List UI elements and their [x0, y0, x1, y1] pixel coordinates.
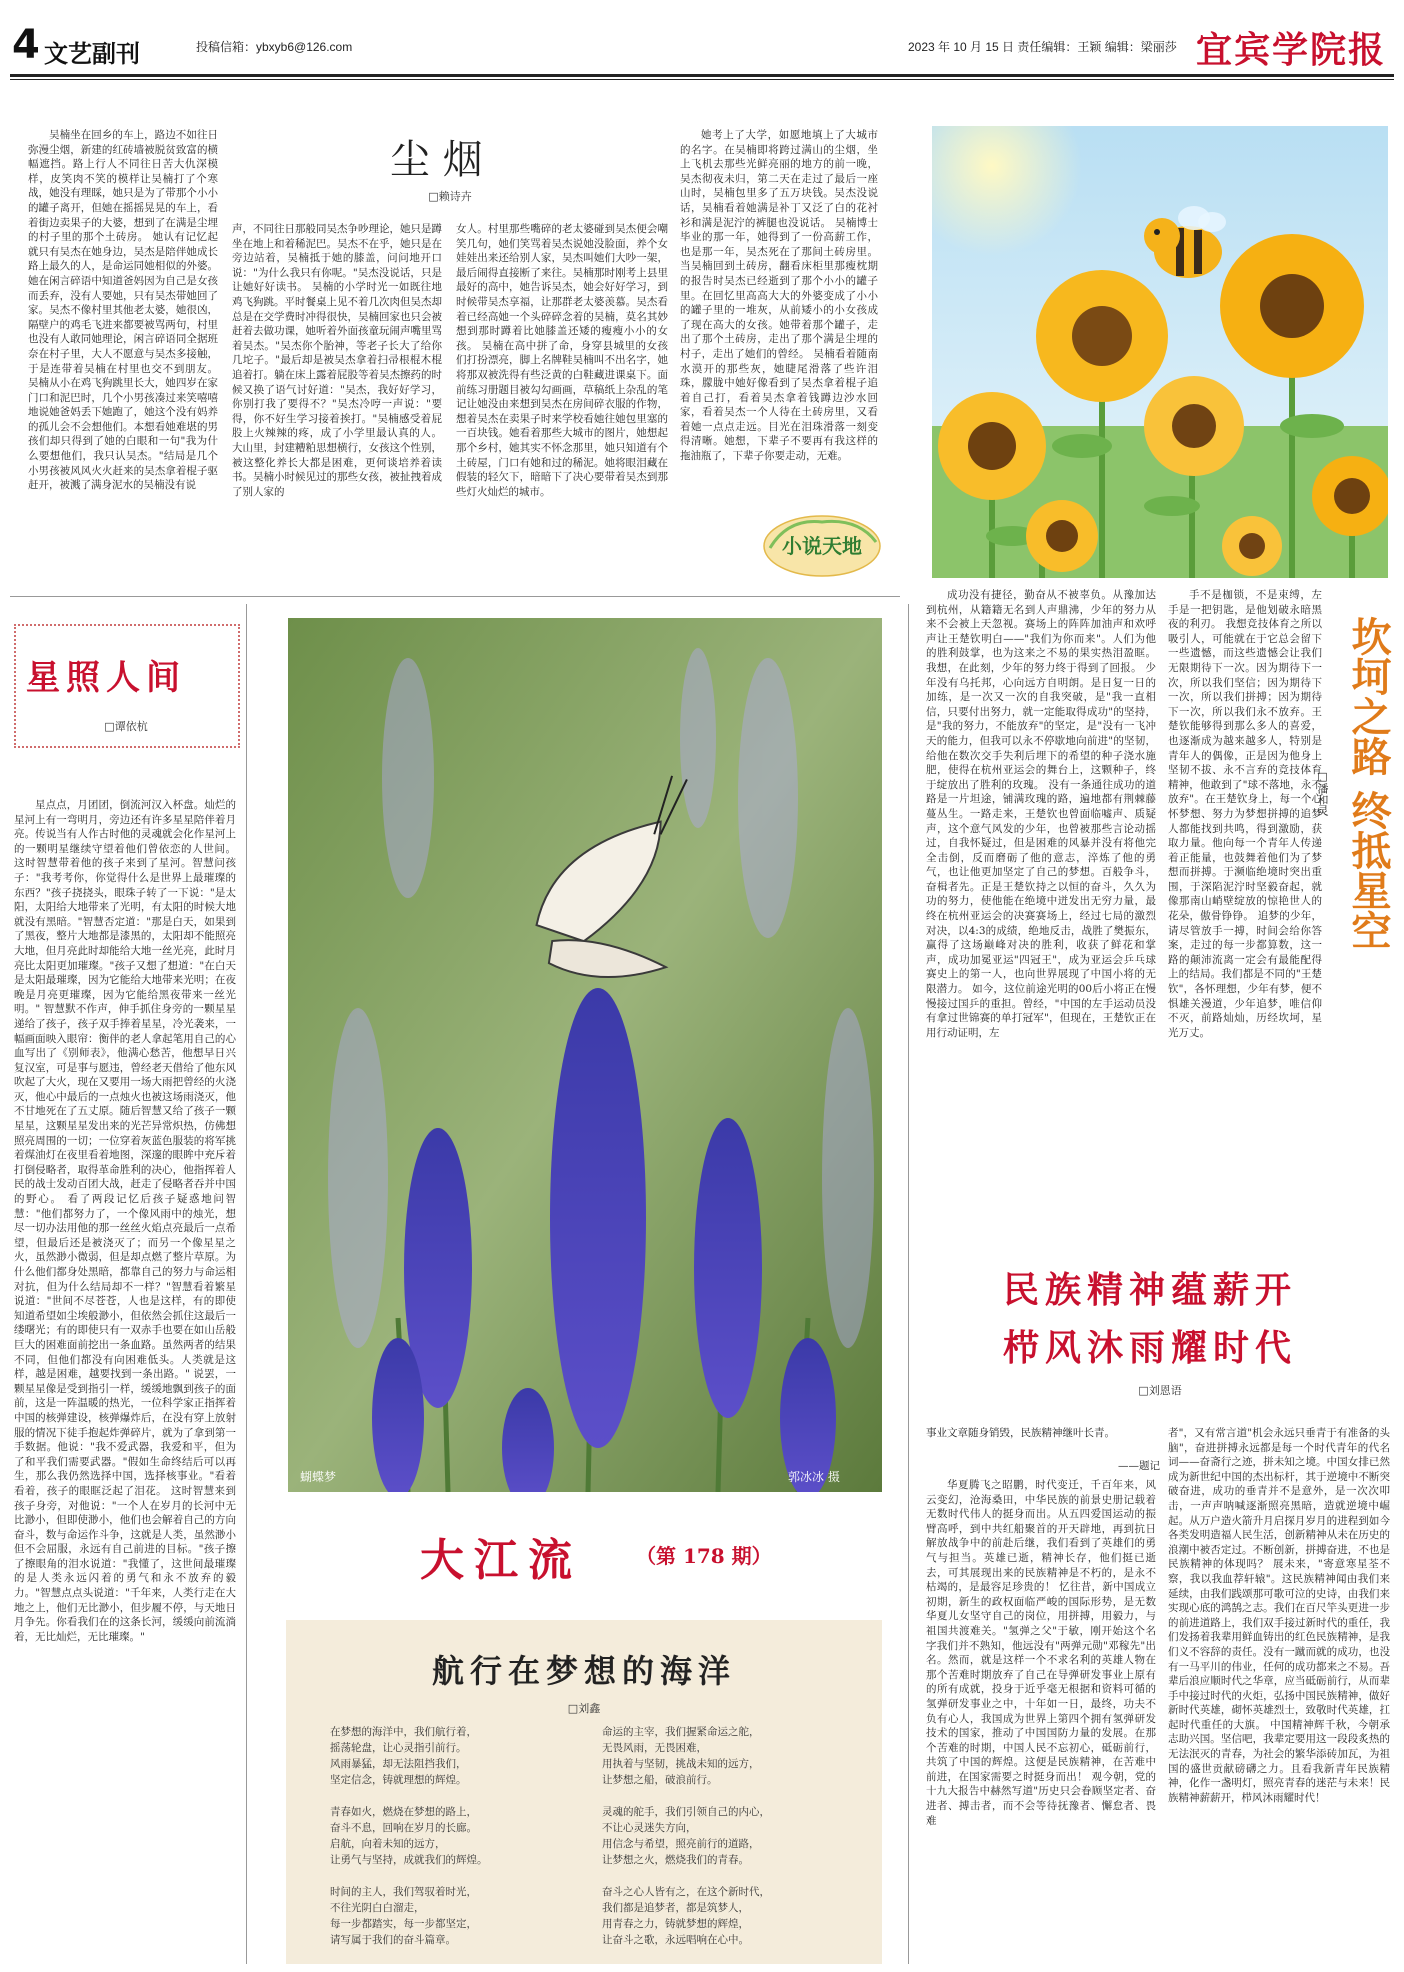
article-title: 尘 烟: [390, 137, 483, 183]
poem-line: 每一步都踏实，每一步都坚定，: [330, 1918, 477, 1930]
poem-line: 让奋斗之歌，永远唱响在心中。: [602, 1934, 749, 1946]
poem-line: 用信念与希望，照亮前行的道路，: [602, 1838, 760, 1850]
article-byline: □潘和灵: [1316, 770, 1329, 816]
article-title-line2: 栉风沐雨耀时代: [1002, 1327, 1297, 1369]
article-column: [680, 128, 878, 536]
poem-stanza: [330, 1804, 580, 1868]
page-number: 4: [12, 22, 40, 68]
badge-label: 小说天地: [782, 534, 862, 558]
poem-title: 航行在梦想的海洋: [431, 1652, 736, 1690]
butterfly-flower-photo-icon: [288, 618, 882, 1492]
poem-column-right: [602, 1724, 862, 1948]
poem-line: 命运的主宰，我们握紧命运之舵，: [602, 1726, 760, 1738]
poem-line: 我们都是追梦者，都是筑梦人，: [602, 1902, 749, 1914]
article-column: [926, 1478, 1156, 1962]
article-epigraph: 事业文章随身销毁，民族精神继叶长青。: [926, 1427, 1115, 1439]
poem-stanza: [602, 1724, 862, 1788]
article-title: 星照人间: [26, 658, 186, 698]
poem-line: 不往光阴白白溜走，: [330, 1902, 425, 1914]
epigraph-source: ——题记: [1118, 1460, 1160, 1472]
header-rule: [10, 74, 1394, 77]
submission-email: 投稿信箱：ybxyb6@126.com: [196, 40, 353, 54]
article-column: [232, 222, 442, 588]
article-text: 者"，又有常言道"机会永远只垂青于有准备的头脑"，奋进拼搏永远都是每一个时代青年的代名词——奋斋行之迹，拼未知之境。中国女排已然成为新世纪中国的杰出标杆，其于逆境中不断突破奋进，成功的垂青并不是意外，是一次次叩击，一声声呐喊逐渐照亮黑暗，造就逆境中崛起。从万户造火箭升月启探月岁月的进程到如今各类发明造福人民生活，创新精神从未在历史的浪潮中被否定过。不断创新，拼搏奋进，不也是民族精神的体现吗？ 展未来，"寄意寒星荃不察，我以我血荐轩辕"。这民族精神闻由我们来延续，由我们践颂那可歌可泣的史诗，由我们来实现心底的鸿鹄之志。我们在百尺竿头更进一步的前进道路上，我们双手接过新时代的重任，我们发扬着我辈用鲜血铸出的红色民族精神，是我们义不容辞的责任。没有一蹴而就的成功，也没有一马平川的伟业，任何的成功都来之不易。吾辈后浪应顺时代之华章，应当砥砺前行，从而辈手中接过时代的火炬，弘扬中国民族精神，做好新时代英雄，砌怀英雄烈士，致敬时代英雄，扛起时代重任的大旗。 中国精神辉千秋，今朝承志助兴国。坚信吧，我辈定要用这一段段炙热的无法泯灭的青春，为社会的繁华添砖加瓦，为祖国的盛世贡献磅礴之力。且看我新青年民族精神，化作一盏明灯，照亮青春的迷茫与未来！民族精神薪薪开，栉风沐雨耀时代！: [1168, 1427, 1390, 1804]
article-text: 星点点，月团团，倒流河汉入杯盘。灿烂的星河上有一弯明月，旁边还有许多星星陪伴着月亮。传说当有人作古时他的灵魂就会化作星河上的一颗明星继续守望着他们曾依恋的人世间。 这时智慧带着他的孩子来到了星河。智慧问孩子："我考考你，你觉得什么是世界上最璀璨的东西？"孩子挠挠头，眼珠子转了一下说："是太阳，太阳给大地带来了光明，有太阳的时候大地就没有黑暗。"智慧否定道："那是白天，如果到了黑夜，整片大地都是漆黑的，太阳却不能照亮大地，但月亮此时却能给大地一丝光亮，此时月亮比太阳更加璀璨。"孩子又想了想道："在白天是太阳最璀璨，因为它能给大地带来光明；在夜晚是月亮更璀璨，因为它能给黑夜带来一丝光明。" 智慧默不作声，伸手抓住身旁的一颗星星递给了孩子，孩子双手捧着星星，冷光袭来，一幅画面映入眼帘：衡伴的老人拿起笔用自己的心血写出了《别师表》，他满心愁苦，他想早日兴复汉室，可是事与愿违，曾经老天借给了他东风吹起了大火，现在又要用一场大雨把曾经的火浇灭，他心中最后的一点烛火也被这场雨浇灭，他不甘地死在了五丈原。随后智慧又给了孩子一颗星星，这颗星星发出来的光芒异常炽热，仿佛想照亮周围的一切；一位穿着灰蓝色服装的将军挑着煤油灯在夜里看着地图，深邃的眼眸中充斥着打倒侵略者，取得革命胜利的决心，他指挥着人民的战士发动百团大战，赶走了侵略者吞并中国的野心。 看了两段记忆后孩子疑惑地问智慧："他们都努力了，一个像风雨中的烛光，想尽一切办法用他的那一丝丝火焰点亮最后一点希望，但最后还是被浇灭了；而另一个像星星之火，虽然渺小微弱，但是却点燃了整片草原。为什么他们都身处黑暗，都靠自己的努力与命运相对抗，但为什么结局却不一样？"智慧看着繁星说道："世间不尽苍苍，人也是这样，有的即使知道希望如尘埃般渺小，但依然会抓住这最后一缕曙光；有的即使只有一双赤手也要在如山岳般巨大的困难面前挖出一条血路。虽然两者的结果不同，但他们都没有向困难低头。人类就是这样，越是困难，越要找到一条出路。" 说罢，一颗星星像是受到指引一样，缓缓地飘到孩子的面前，这是一阵温暖的热光，一位科学家正指挥着中国的核弹建设，核弹爆炸后，在没有穿上放射服的情况下徒手抱起炸弹碎片，就为了拿到第一手数据。他说："我不爱武器，我爱和平，但为了和平我们需要武器。"假如生命终结后可以再生，那么我仍然选择中国，选择核事业。"看着看着，孩子的眼眶泛起了泪花。 这时智慧来到孩子身旁，对他说："一个人在岁月的长河中无比渺小，但即使渺小，他们也会解着自己的方向奋斗，数与命运作斗争，这就是人类，虽然渺小但不会屈服，永远有自己前进的目标。"孩子擦了擦眼角的泪水说道："我懂了，这世间最璀璨的是人类永远闪着的勇气和永不放弃的毅力。"智慧点点头说道："千年来，人类行走在大地之上，他们无比渺小，但步履不停，与天地日月争先。你看我们在的这条长河，缓缓向前流淌着，无比灿烂，无比璀璨。": [14, 799, 236, 1643]
photo-credit: 郭冰冰 摄: [788, 1470, 840, 1484]
poem-line: 在梦想的海洋中，我们航行着，: [330, 1726, 477, 1738]
article-title-vertical: 坎坷之路 终抵星空: [1345, 616, 1392, 950]
poem-stanza: [330, 1884, 580, 1948]
issue-meta: 2023 年 10 月 15 日 责任编辑：王颖 编辑：梁丽莎: [908, 40, 1177, 54]
column-divider: [908, 604, 909, 1964]
article-text: 声，不同往日那般同吴杰争吵理论，她只是蹲坐在地上和着稀泥巴。吴杰不在乎，她只是在旁边站着，吴楠抵于她的膝盖，问问地开口说："为什么我只有你呢。"吴杰没说话，只是让她好好读书。 吴楠的小学时光一如既往地鸡飞狗跳。平时餐桌上见不着几次肉但吴杰却总是在交学费时冲得很快，吴楠回家也只会被赶着去做功课，她听着外面孩童玩闹声嘴里骂着吴杰。"吴杰你个胎神，等老子长大了给你几坨子。"最后却是被吴杰拿着扫帚根棍木棍追着打。躺在床上露着屁股等着吴杰擦药的时候又换了语气讨好道："吴杰，我好好学习，你别打我了要得不？"吴杰冷哼一声说："要得，你不好生学习接着挨打。"吴楠感受着屁股上火辣辣的疼，成了小学里最认真的人。 大山里，封建糟粕思想横行，女孩这个性别，被这整化养长大都是困难，更何谈培养着读书。吴楠小时候见过的那些女孩，被扯拽着成了别人家的: [232, 223, 442, 498]
article-byline: □赖诗卉: [428, 190, 472, 203]
page-section-name: 文艺副刊: [44, 39, 140, 68]
sunflower-bee-icon: [932, 126, 1388, 578]
poem-panel: [286, 1620, 882, 1964]
poem-stanza: [602, 1804, 862, 1868]
poem-line: 用青春之力，铸就梦想的辉煌，: [602, 1918, 749, 1930]
section-divider: [10, 596, 900, 597]
poem-line: 青春如火，燃烧在梦想的路上，: [330, 1806, 477, 1818]
section-badge: [758, 508, 886, 584]
poem-byline: □刘鑫: [567, 1702, 601, 1715]
article-title-box: [14, 624, 240, 748]
poem-stanza: [330, 1724, 580, 1788]
article-title-line1: 民族精神蕴薪开: [1002, 1269, 1297, 1311]
article-text: 女人。村里那些嘴碎的老太婆碰到吴杰便会嘲笑几句，她们笑骂着吴杰说她没脸面，养个女娃娃出来还给别人家，吴杰叫她们大吵一架，最后闹得直接断了来往。吴楠那时刚考上县里最好的高中，她告诉吴杰，她会好好学习，到时候带吴杰享福，让那群老太婆羡慕。吴杰看着已经高她一个头碎碎念着的吴楠，莫名其妙想到那时蹲着比她膝盖还矮的瘦瘦小小的女孩。 吴楠在高中拼了命，身穿县城里的女孩们打扮漂亮，脚上名牌鞋吴楠叫不出名字，她将那双被洗得有些泛黄的白鞋藏进课桌下。面前练习册题目被勾勾画画，草稿纸上杂乱的笔记让她没由来想到吴杰在房间碎衣服的作物，想着吴杰在卖果子时来学校看她往她包里塞的一百块钱。她看着那些大城市的图片，她想起那个乡村，她其实不怀念那里，她只知道有个土砖屋，门口有她和过的稀泥。她将眼泪藏在假装的轻欠下，暗暗下了决心要带着吴杰到那些灯火灿烂的城市。: [456, 223, 668, 498]
article-text: 成功没有捷径，勤奋从不被辜负。从豫加达到杭州，从籍籍无名到人声鼎沸，少年的努力从来不会被上天忽视。赛场上的阵阵加油声和欢呼声让王楚钦明白——"我们为你而来"。人们为他的胜利鼓掌，也为这来之不易的果实热泪盈眶。我想，在此刻，少年的努力终于得到了回报。 少年没有乌托邦，心向远方自明朗。是日复一日的加练，是一次又一次的自我突破，是"我一直相信，只要付出努力，就一定能取得成功"的坚持，是"我的努力，不能放弃"的坚定，是"没有一飞冲天的能力，但我可以永不停歇地向前进"的坚韧，给他在数次交手失利后埋下的希望的种子浇水施肥，使得在杭州亚运会的舞台上，这颗种子，终于绽放出了胜利的玫瑰。 没有一条通往成功的道路是一片坦途，铺满玫瑰的路，遍地都有荆棘藤蔓丛生。一路走来，王楚钦也曾面临嘘声、质疑声，这个意气风发的少年，也曾被那些言论动摇过，自我怀疑过，但是困难的风暴并没有将他完全击倒，反而磨砺了他的意志，淬炼了他的勇气，也让他更加坚定了自己的梦想。百般争斗，奋楫者先。正是王楚钦持之以恒的奋斗，久久为功的努力，使他能在绝境中迸发出无穷力量，最终在杭州亚运会的决赛赛场上，经过七局的激烈对决，以4:3的成绩，绝地反击，战胜了樊振东，赢得了这场巅峰对决的胜利，收获了鲜花和掌声，成功加冕亚运"四冠王"，成为亚运会乒乓球赛史上的第一人，也向世界展现了中国小将的无限潜力。 如今，这位前途光明的00后小将正在慢慢接过国乒的重担。曾经，"中国的左手运动员没有拿过世锦赛的单打冠军"，但现在，王楚钦正在用行动证明，左: [926, 589, 1156, 1039]
poem-line: 让勇气与坚持，成就我们的辉煌。: [330, 1854, 488, 1866]
poem-line: 灵魂的舵手，我们引领自己的内心，: [602, 1806, 770, 1818]
masthead-logo: 宜宾学院报: [1196, 29, 1387, 71]
article-column: [1168, 588, 1322, 1096]
photo-butterfly: [288, 618, 882, 1492]
header-rule-thin: [10, 79, 1394, 80]
poem-line: 坚定信念，铸就理想的辉煌。: [330, 1774, 467, 1786]
photo-caption: 蝴蝶梦: [300, 1470, 337, 1484]
article-column: [926, 588, 1156, 1096]
poem-line: 启航，向着未知的远方，: [330, 1838, 446, 1850]
poem-line: 请写属于我们的奋斗篇章。: [330, 1934, 456, 1946]
article-text: 华夏腾飞之昭鹏，时代变迁，千百年来，风云变幻，沧海桑田，中华民族的前景史册记载着无数时代伟人的挺身而出。从五四爱国运动的振臂高呼，到中共红船聚首的开天辟地，再到抗日解放战争中的前赴后继，我们看到了英雄们的勇气与担当。英雄已逝，精神长存，他们挺已逝去，可其展现出来的民族精神是不朽的，是永不枯竭的，是最容足珍贵的！ 忆往昔，新中国成立初期，新生的政权面临严峻的国际形势，是无数华夏儿女坚守自己的岗位，用拼搏，用毅力，与祖国共渡难关。"氢弹之父"于敏，刚开始这个名字我们并不熟知，他远没有"两弹元勋"邓稼先"出名。然而，就是这样一个不求名利的英雄人物在那个苦难时期放弃了自己在导弹研发事业上原有的所有成就，投身于近乎毫无根据和资料可循的氢弹研发事业之中，十年如一日，最终，功夫不负有心人，我国成为世界上第四个拥有氢弹研发技术的国家，推动了中国国防力量的发展。在那个苦难的时期，中国人民不忘初心，砥砺前行，共筑了中国的辉煌。这便是民族精神，在苦难中前进，在国家需要之时挺身而出！ 观今朝，党的十九大报告中赫然写道"历史只会眷顾坚定者、奋进者、搏击者，而不会等待抚豫者、懈怠者、畏难: [926, 1479, 1156, 1827]
poem-line: 摇荡轮盘，让心灵指引前行。: [330, 1742, 467, 1754]
column-divider: [246, 604, 247, 1964]
poem-line: 风雨暴猛，却无法阻挡我们，: [330, 1758, 467, 1770]
poem-column-left: [330, 1724, 580, 1948]
page-header: [0, 0, 1404, 78]
article-byline: □刘恩语: [1138, 1384, 1182, 1397]
article-text: 她考上了大学，如愿地填上了大城市的名字。在吴楠即将跨过满山的尘烟，坐上飞机去那些光鲜亮丽的地方的前一晚，吴杰彻夜未归，第二天在走过了最后一座山时，吴楠包里多了五万块钱。吴杰没说话，吴楠看着她满是补丁又泛了白的花衬衫和满是泥泞的裤腿也没说话。 吴楠博士毕业的那一年，她得到了一份高薪工作，也是那一年，吴杰死在了那间土砖房里。当吴楠回到土砖房，翻看床柜里那瘦枕期的报告时吴杰已经逝到了那个小小的罐子里。在回忆里高高大大的外婆变成了小小的罐子里的一堆灰，从前矮小的小女孩成了现在高大的女孩。她带着那个罐子，走出了那个土砖房，走出了那个满是尘埋的村子，走出了她们的曾经。 吴楠看着随南水漠开的那些灰，她睫尾滑落了些许泪珠，朦胧中她好像看到了吴杰拿着棍子追着自己打，看着吴杰拿着钱蹲边沙水回家，看着吴杰一个人待在土砖房里，又看着她一点点走远。目光在泪珠滑落一刻变得清晰。她想，下辈子不要再有我这样的拖油瓶了，下辈子你要走动，无难。: [680, 129, 878, 463]
poem-line: 不让心灵迷失方向，: [602, 1822, 697, 1834]
poem-line: 时间的主人，我们驾驭着时光，: [330, 1886, 477, 1898]
poem-line: 奋斗之心人皆有之，在这个新时代，: [602, 1886, 770, 1898]
poem-line: 无畏风雨，无畏困难，: [602, 1742, 707, 1754]
poem-line: 奋斗不息，回响在岁月的长廊。: [330, 1822, 477, 1834]
poem-line: 让梦想之船，破浪前行。: [602, 1774, 718, 1786]
article-column: [14, 798, 236, 1958]
article-column: [28, 128, 218, 588]
article-column: [1168, 1426, 1390, 1962]
poem-line: 让梦想之火，燃烧我们的青春。: [602, 1854, 749, 1866]
poem-stanza: [602, 1884, 862, 1948]
issue-number: （第 178 期）: [636, 1544, 772, 1568]
poem-line: 用执着与坚韧，挑战未知的远方，: [602, 1758, 760, 1770]
article-byline: □谭依杭: [104, 720, 148, 733]
article-text: 吴楠坐在回乡的车上，路边不如往日弥漫尘烟，新建的红砖墙被脱贫致富的横幅遮挡。路上行人不同往日苦大仇深模样，皮笑肉不笑的模样让吴楠打了个寒战，她没有理睬，她只是为了带那个小小的罐子离开，但她在摇摇晃晃的车上，看着街边卖果子的大婆，想到了在满是尘埋的村子里的那个土砖房。 她认有记忆起就只有吴杰在她身边，吴杰是陪伴她成长路上最久的人，是命运同她相似的外婆。她在闲言碎语中知道爸妈因为自己是女孩而丢弃，没有人要她，只有吴杰带她回了家。吴杰不像村里其他老太婆，她很凶，隔壁户的鸡毛飞进来都要被骂两句，村里也没有人敢同她理论，闲言碎语同全据班奈在村子里，大人不愿意与吴杰多接触，于是连带着吴楠在村里也交不到朋友。 吴楠从小在鸡飞狗跳里长大，她四岁在家门口和泥巴时，几个小男孩凑过来笑嘻嘻地说她爸妈丢下她跑了，她这个没有妈养的孤儿会不会想他们。本想看她难堪的男孩们却只得到了她的白眼和一句"我为什么要想他们，我只认吴杰。"结局是几个小男孩被风风火火赶来的吴杰拿着棍子驱赶开，被溅了满身泥水的吴楠没有说: [28, 129, 218, 492]
sunflower-illustration: [932, 126, 1388, 578]
section-title: 大江流: [420, 1535, 582, 1586]
article-text: 手不是枷锁，不是束缚，左手是一把钥匙，是他划破永暗黑夜的利刃。 我想竞技体育之所以吸引人，可能就在于它总会留下一些遗憾，而这些遗憾会让我们无限期待下一次。因为期待下一次，所以我们坚信；因为期待下一次，所以我们拼搏；因为期待下一次，所以我们永不放弃。王楚钦能够得到那么多人的喜爱，也逐渐成为越来越多人，特别是青年人的偶像，正是因为他身上坚韧不拔、永不言弃的竞技体育精神，他敢到了"球不落地，永不放弃"。在王楚钦身上，每一个心怀梦想、努力为梦想拼搏的追梦人都能找到共鸣，得到激励，获取力量。他向每一个青年人传递着正能量，也鼓舞着他们为了梦想而拼搏。于濒临绝境时突出重围，于深陷泥泞时坚毅奋起，就像那南山峭壁绽放的惊艳世人的花朵，傲骨铮铮。 追梦的少年，请尽管放手一搏，时间会给你答案，走过的每一步都算数，这一路的颠沛流离一定会有最能配得上的结局。我们都是不同的"王楚钦"，各怀理想，少年有梦，便不惧雄关漫道，少年追梦，唯信仰不灭，前路灿灿，历经坎坷，星光万丈。: [1168, 589, 1322, 1039]
article-column: [456, 222, 668, 588]
